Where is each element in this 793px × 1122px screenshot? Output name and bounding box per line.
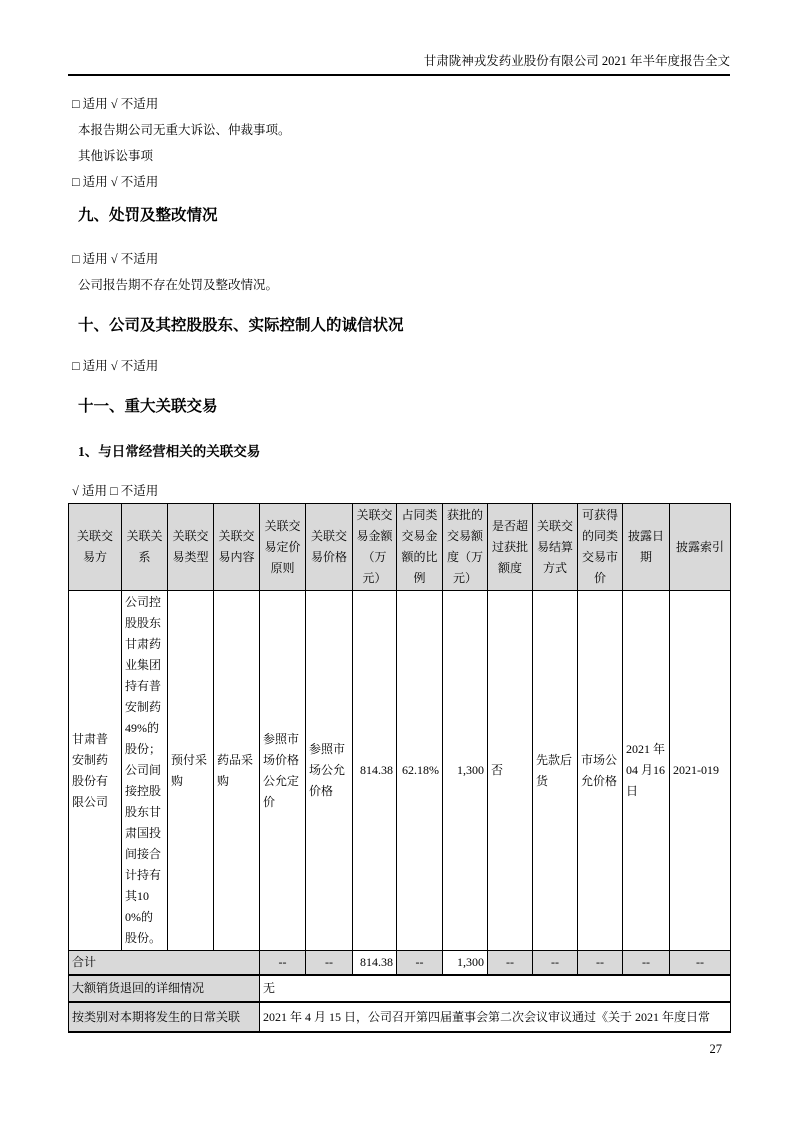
total-label-cell: 合计 [69,951,260,976]
cell-transaction-party: 甘肃普安制药股份有限公司 [69,591,122,951]
applicability-line: □ 适用 √ 不适用 [72,359,159,373]
cell-approved-quota: 1,300 [443,591,488,951]
category-value-cell: 2021 年 4 月 15 日，公司召开第四届董事会第二次会议审议通过《关于 2021 年度日常 [260,1002,731,1032]
section-11-heading: 十一、重大关联交易 [78,398,218,415]
header-cell: 关联交易金额（万元） [353,504,397,591]
cell-exceeds-quota: 否 [488,591,533,951]
no-litigation-text: 本报告期公司无重大诉讼、仲裁事项。 [78,123,291,137]
header-cell: 披露索引 [670,504,731,591]
sales-return-label-cell: 大额销货退回的详细情况 [69,975,260,1002]
header-cell: 可获得的同类交易市价 [578,504,623,591]
running-header [68,53,730,76]
table-header-row [69,504,731,591]
cell-transaction-amount: 814.38 [353,591,397,951]
header-cell: 关联交易结算方式 [533,504,578,591]
header-cell: 是否超过获批额度 [488,504,533,591]
page-number: 27 [709,1042,722,1056]
header-cell: 占同类交易金额的比例 [397,504,443,591]
cell-transaction-type: 预付采购 [168,591,214,951]
header-cell: 关联关系 [122,504,168,591]
applicability-line: √ 适用 □ 不适用 [72,484,159,498]
no-penalty-text: 公司报告期不存在处罚及整改情况。 [78,278,279,292]
applicability-line: □ 适用 √ 不适用 [72,252,159,266]
header-cell: 关联交易方 [69,504,122,591]
total-cell: -- [260,951,306,976]
header-cell: 披露日期 [623,504,670,591]
cell-proportion: 62.18% [397,591,443,951]
total-cell: -- [623,951,670,976]
total-quota-cell: 1,300 [443,951,488,976]
total-cell: -- [578,951,623,976]
cell-market-price: 市场公允价格 [578,591,623,951]
related-transactions-table [68,503,731,1033]
total-cell: -- [670,951,731,976]
cell-pricing-principle: 参照市场价格公允定价 [260,591,306,951]
cell-disclosure-index: 2021-019 [670,591,731,951]
section-10-heading: 十、公司及其控股股东、实际控制人的诚信状况 [78,317,404,334]
cell-settlement-method: 先款后货 [533,591,578,951]
header-cell: 关联交易定价原则 [260,504,306,591]
applicability-line: □ 适用 √ 不适用 [72,97,159,111]
section-9-heading: 九、处罚及整改情况 [78,207,218,224]
sales-return-row [69,975,731,1002]
total-amount-cell: 814.38 [353,951,397,976]
header-cell: 获批的交易额度（万元） [443,504,488,591]
header-cell: 关联交易内容 [214,504,260,591]
total-row [69,951,731,976]
applicability-line: □ 适用 √ 不适用 [72,175,159,189]
report-title: 甘肃陇神戎发药业股份有限公司 2021 年半年度报告全文 [423,54,730,68]
category-label-cell: 按类别对本期将发生的日常关联 [69,1002,260,1032]
subsection-1-heading: 1、与日常经营相关的关联交易 [78,444,261,459]
transaction-row [69,591,731,951]
total-cell: -- [397,951,443,976]
total-cell: -- [306,951,353,976]
cell-relationship: 公司控股股东甘肃药业集团持有普安制药49%的股份；公司间接控股股东甘肃国投间接合计持有其100%的股份。 [122,591,168,951]
header-cell: 关联交易类型 [168,504,214,591]
category-forecast-row [69,1002,731,1032]
total-cell: -- [533,951,578,976]
cell-transaction-content: 药品采购 [214,591,260,951]
cell-disclosure-date: 2021 年04 月16 日 [623,591,670,951]
other-litigation-text: 其他诉讼事项 [78,149,154,163]
cell-transaction-price: 参照市场公允价格 [306,591,353,951]
sales-return-value-cell: 无 [260,975,731,1002]
total-cell: -- [488,951,533,976]
header-cell: 关联交易价格 [306,504,353,591]
